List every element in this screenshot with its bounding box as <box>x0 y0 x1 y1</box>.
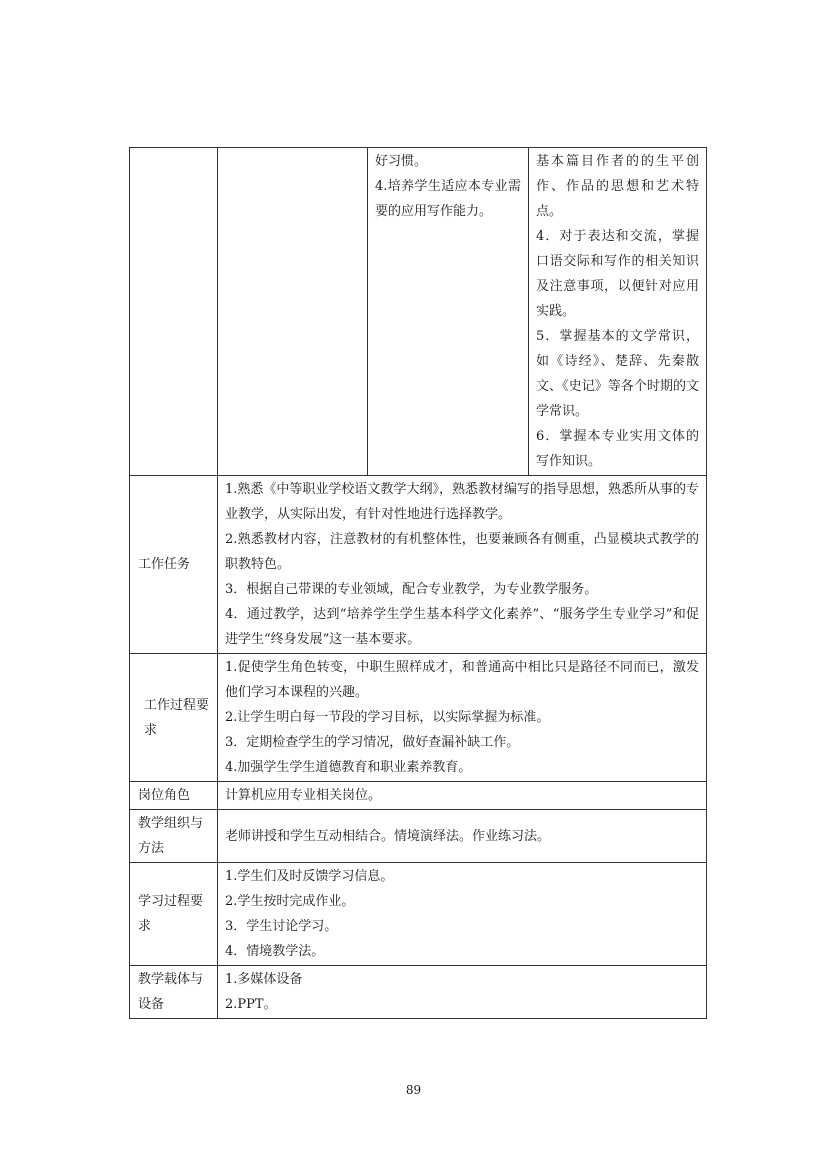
table-row-continued <box>130 148 707 476</box>
knowledge-item: 5．掌握基本的文学常识，如《诗经》、楚辞、先秦散文、《史记》等各个时期的文学常识。 <box>536 329 699 419</box>
cell-empty-1 <box>130 148 218 476</box>
row-label-teaching-methods: 教学组织与方法 <box>130 810 218 863</box>
row-label-teaching-equipment: 教学载体与设备 <box>130 966 218 1019</box>
list-item: 2.让学生明白每一节段的学习目标，以实际掌握为标准。 <box>225 710 550 725</box>
table-row-teaching-equipment <box>130 966 707 1019</box>
table-row-position-role <box>130 782 707 810</box>
list-item: 1.多媒体设备 <box>225 972 303 987</box>
knowledge-item: 基本篇目作者的的生平创作、作品的思想和艺术特点。 <box>536 154 699 219</box>
course-table <box>129 147 707 1019</box>
table-row-learning-process <box>130 863 707 966</box>
table-row-work-tasks <box>130 476 707 654</box>
list-item: 1.熟悉《中等职业学校语文教学大纲》，熟悉教材编写的指导思想，熟悉所从事的专业教学，从实际出发，有针对性地进行选择教学。 <box>225 482 699 522</box>
row-label-work-tasks: 工作任务 <box>130 476 218 654</box>
list-item: 4．情境教学法。 <box>225 944 325 959</box>
row-content-teaching-equipment <box>218 966 707 1019</box>
cell-empty-2 <box>218 148 368 476</box>
list-item: 计算机应用专业相关岗位。 <box>225 788 382 803</box>
list-item: 3．定期检查学生的学习情况，做好查漏补缺工作。 <box>225 735 520 750</box>
list-item: 老师讲授和学生互动相结合。情境演绎法。作业练习法。 <box>225 828 551 844</box>
row-content-teaching-methods <box>218 810 707 863</box>
list-item: 3．根据自己带课的专业领域，配合专业教学，为专业教学服务。 <box>225 582 598 597</box>
table-row-teaching-methods <box>130 810 707 863</box>
row-content-learning-process <box>218 863 707 966</box>
objective-line: 好习惯。 <box>375 154 428 169</box>
row-label-learning-process: 学习过程要求 <box>130 863 218 966</box>
list-item: 1.促使学生角色转变，中职生照样成才，和普通高中相比只是路径不同而已，激发他们学习本课程的兴趣。 <box>225 660 699 700</box>
list-item: 2.PPT。 <box>225 997 277 1012</box>
row-content-work-tasks <box>218 476 707 654</box>
knowledge-item: 6．掌握本专业实用文体的写作知识。 <box>536 429 699 469</box>
table-row-work-process <box>130 654 707 782</box>
objective-line: 4.培养学生适应本专业需要的应用写作能力。 <box>375 179 521 219</box>
row-content-work-process <box>218 654 707 782</box>
list-item: 3．学生讨论学习。 <box>225 919 338 934</box>
list-item: 2.学生按时完成作业。 <box>225 894 355 909</box>
list-item: 2.熟悉教材内容，注意教材的有机整体性，也要兼顾各有侧重，凸显模块式教学的职教特色。 <box>225 532 699 572</box>
knowledge-item: 4．对于表达和交流，掌握口语交际和写作的相关知识及注意事项，以便针对应用实践。 <box>536 229 699 319</box>
row-content-position-role <box>218 782 707 810</box>
list-item: 4.加强学生学生道德教育和职业素养教育。 <box>225 760 472 775</box>
row-label-position-role: 岗位角色 <box>130 782 218 810</box>
list-item: 4．通过教学，达到“培养学生学生基本科学文化素养”、“服务学生专业学习”和促进学生“终身发展”这一基本要求。 <box>225 607 699 647</box>
cell-objectives <box>368 148 529 476</box>
list-item: 1.学生们及时反馈学习信息。 <box>225 869 394 884</box>
cell-knowledge <box>529 148 707 476</box>
row-label-work-process: 工作过程要求 <box>130 654 218 782</box>
page-number: 89 <box>405 1083 422 1097</box>
